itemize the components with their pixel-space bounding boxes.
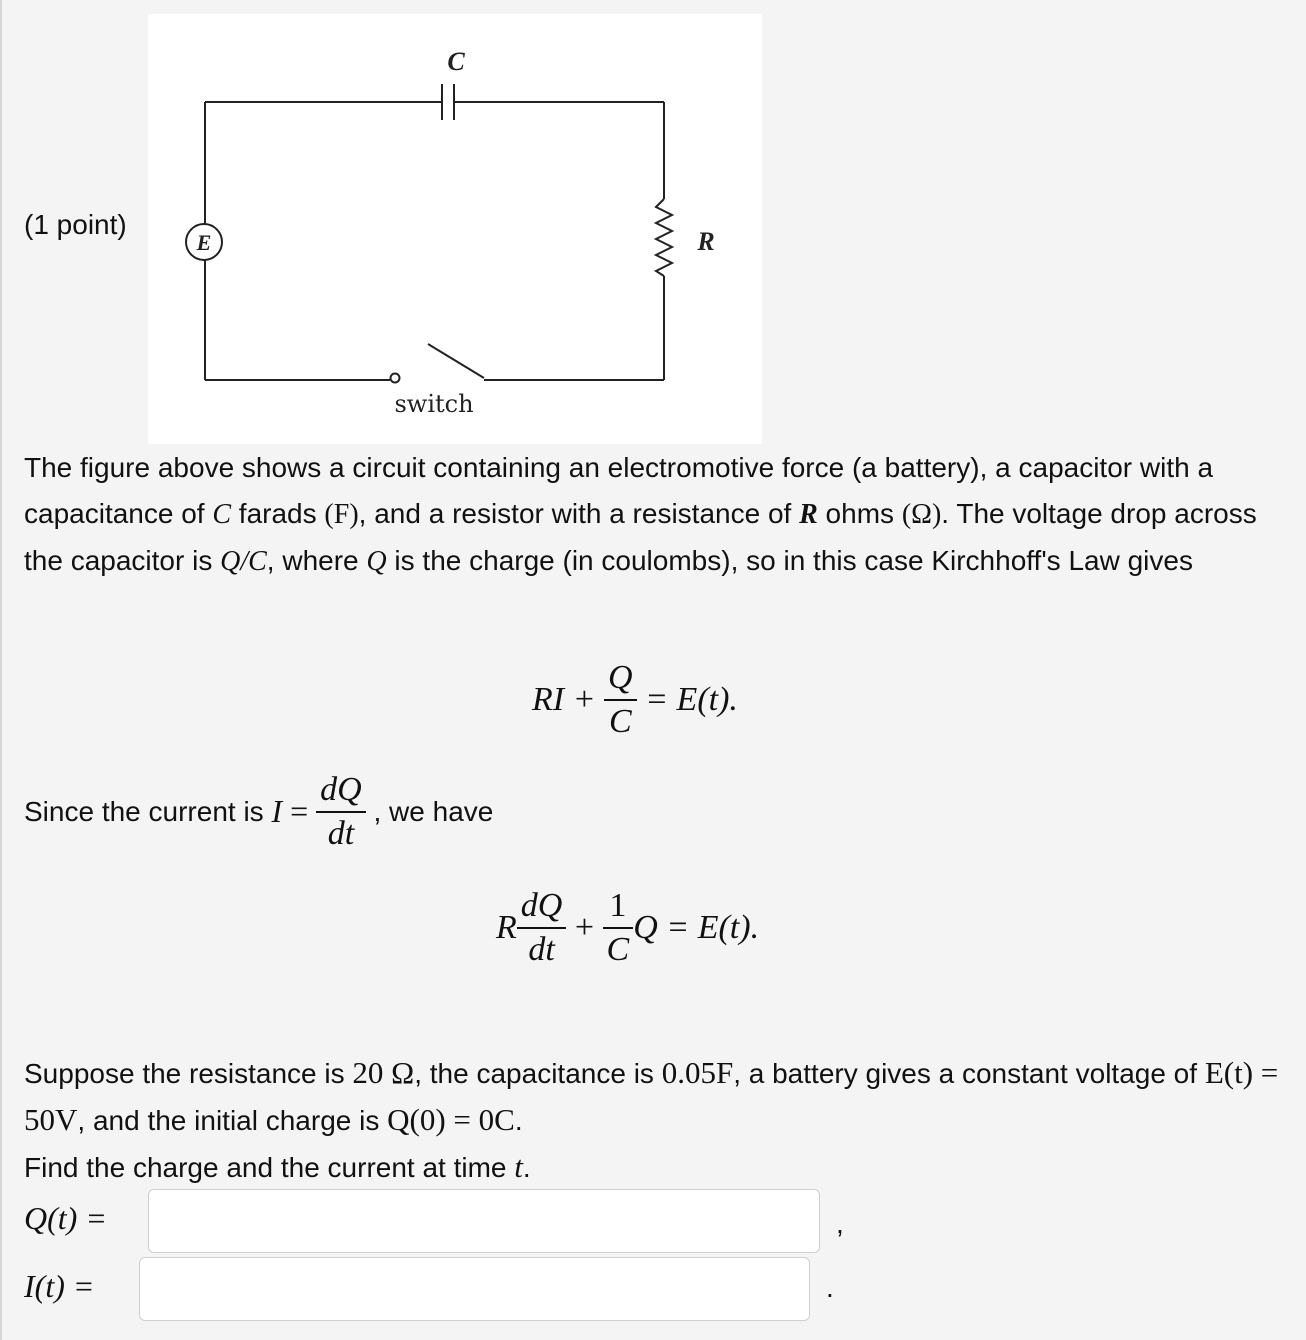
symbol-Q-over-C: Q/C (220, 546, 267, 577)
resistance-value: 20 Ω (352, 1055, 415, 1090)
intro-paragraph (24, 445, 1299, 585)
battery-label: E (196, 230, 212, 255)
fraction-bar (603, 927, 634, 929)
capacitor-label: C (447, 47, 465, 76)
switch-lever (428, 344, 484, 378)
left-border (0, 0, 2, 1340)
problem-text-1: Suppose the resistance is (24, 1058, 353, 1089)
q-answer-separator: , (836, 1208, 844, 1239)
since-prefix: Since the current is (24, 795, 272, 827)
eq2-denominator-1: dt (528, 930, 555, 968)
i-answer-label: I(t) = (24, 1268, 95, 1304)
symbol-t: t (514, 1149, 523, 1184)
eq2-fraction-2 (603, 888, 634, 967)
initial-charge-value: Q(0) = 0C (387, 1102, 515, 1137)
intro-text-1: The figure above shows a circuit containing an electromotive force (a battery), a capacitor with a capacitance of (24, 452, 1214, 529)
problem-text-2: , the capacitance is (414, 1058, 662, 1089)
unit-farad: (F) (324, 499, 359, 530)
intro-text-2: farads (231, 498, 325, 529)
eq1-rhs: = E(t). (636, 680, 738, 718)
intro-text-5: . The voltage drop across the capacitor is (24, 498, 1257, 576)
unit-ohm: (Ω) (901, 499, 942, 530)
i-answer-separator: . (826, 1272, 834, 1303)
symbol-R: R (799, 499, 818, 530)
intro-text-3: , and a resistor with a resistance of (358, 498, 800, 529)
eq2-R: R (496, 908, 517, 946)
capacitance-value: 0.05F (661, 1055, 734, 1090)
eq2-numerator-2: 1 (609, 887, 627, 924)
since-suffix: , we have (365, 795, 494, 827)
eq2-numerator-1: dQ (520, 887, 563, 924)
intro-text-4: ohms (817, 498, 902, 529)
intro-text-6: , where (266, 545, 367, 576)
differential-equation (496, 888, 759, 967)
eq1-lhs: RI + (532, 680, 605, 718)
circuit-diagram (148, 14, 762, 444)
i-answer-input[interactable] (139, 1257, 810, 1321)
problem-text-4: , and the initial charge is (77, 1105, 388, 1136)
dq-numerator: dQ (320, 771, 362, 808)
intro-text-7: is the charge (in coulombs), so in this case Kirchhoff's Law gives (386, 545, 1193, 576)
equals-sign: = (282, 793, 317, 830)
eq1-numerator: Q (608, 659, 633, 696)
current-definition (24, 772, 493, 851)
eq1-denominator: C (608, 702, 632, 740)
symbol-I: I (271, 793, 283, 830)
symbol-Q: Q (366, 546, 387, 577)
fraction-bar (604, 699, 637, 701)
switch-label: switch (394, 390, 474, 418)
switch-terminal (391, 374, 400, 383)
eq2-fraction-1 (517, 888, 567, 967)
resistor-label: R (697, 227, 715, 256)
symbol-C: C (212, 499, 232, 530)
eq2-plus: + (566, 908, 603, 946)
find-end: . (522, 1152, 531, 1183)
voltage-value: E(t) = 50V (24, 1055, 1279, 1137)
eq2-denominator-2: C (606, 930, 630, 968)
fraction-bar (316, 811, 366, 813)
q-answer-label: Q(t) = (24, 1200, 107, 1236)
problem-text-3: , a battery gives a constant voltage of (733, 1058, 1205, 1089)
problem-paragraph (24, 1050, 1299, 1191)
dt-denominator: dt (327, 814, 355, 852)
resistor-symbol (656, 199, 672, 276)
eq1-fraction (604, 660, 637, 739)
dq-dt-fraction (316, 772, 366, 851)
eq2-rhs: Q = E(t). (633, 908, 760, 946)
points-label: (1 point) (24, 209, 127, 240)
q-answer-input[interactable] (148, 1189, 820, 1253)
find-instruction: Find the charge and the current at time (24, 1152, 515, 1183)
fraction-bar (517, 927, 567, 929)
kirchhoff-equation (532, 660, 738, 739)
problem-text-5: . (514, 1105, 523, 1136)
circuit-figure (148, 14, 762, 444)
